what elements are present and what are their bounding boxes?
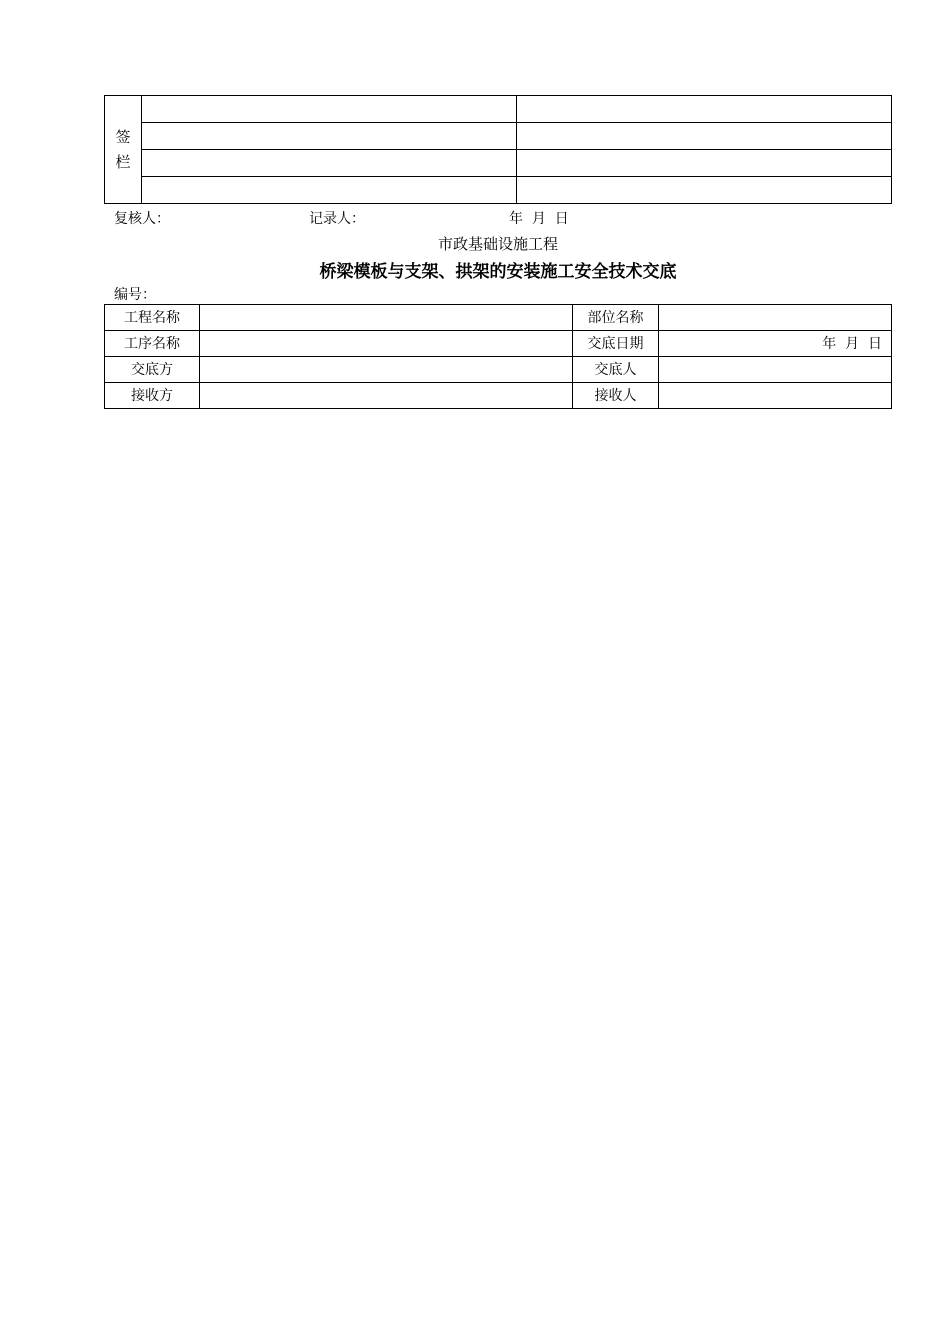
document-number-label: 编号： [114, 287, 156, 303]
process-name-label: 工序名称 [105, 331, 200, 357]
table-row [105, 331, 892, 357]
section-name-field[interactable] [659, 305, 892, 331]
receiving-party-label: 接收方 [105, 383, 200, 409]
signature-cell[interactable] [142, 123, 517, 150]
project-name-label: 工程名称 [105, 305, 200, 331]
signature-cell[interactable] [517, 150, 892, 177]
signature-table [104, 95, 892, 204]
footer-date: 年 月 日 [509, 211, 569, 227]
signature-cell[interactable] [517, 177, 892, 204]
reviewer-label: 复核人： [114, 211, 170, 227]
signature-row [105, 177, 892, 204]
handover-date-field[interactable]: 年 月 日 [659, 331, 892, 357]
handover-party-field[interactable] [200, 357, 573, 383]
receiver-field[interactable] [659, 383, 892, 409]
signature-label-char-2: 栏 [115, 152, 131, 171]
document-title: 桥梁模板与支架、拱架的安装施工安全技术交底 [319, 262, 677, 282]
signature-row [105, 96, 892, 123]
receiver-label: 接收人 [573, 383, 659, 409]
signature-row [105, 123, 892, 150]
receiving-party-field[interactable] [200, 383, 573, 409]
signature-cell[interactable] [142, 177, 517, 204]
handover-person-label: 交底人 [573, 357, 659, 383]
info-table [104, 304, 892, 409]
table-row [105, 305, 892, 331]
signature-column-label [105, 96, 142, 204]
signature-cell[interactable] [142, 96, 517, 123]
signature-row [105, 150, 892, 177]
handover-person-field[interactable] [659, 357, 892, 383]
table-row [105, 357, 892, 383]
handover-date-label: 交底日期 [573, 331, 659, 357]
section-name-label: 部位名称 [573, 305, 659, 331]
table-row [105, 383, 892, 409]
project-name-field[interactable] [200, 305, 573, 331]
org-name: 市政基础设施工程 [437, 235, 558, 253]
recorder-label: 记录人： [309, 211, 365, 227]
handover-party-label: 交底方 [105, 357, 200, 383]
signature-cell[interactable] [517, 123, 892, 150]
signature-label-char-1: 签 [115, 127, 131, 146]
signature-cell[interactable] [142, 150, 517, 177]
signature-cell[interactable] [517, 96, 892, 123]
process-name-field[interactable] [200, 331, 573, 357]
